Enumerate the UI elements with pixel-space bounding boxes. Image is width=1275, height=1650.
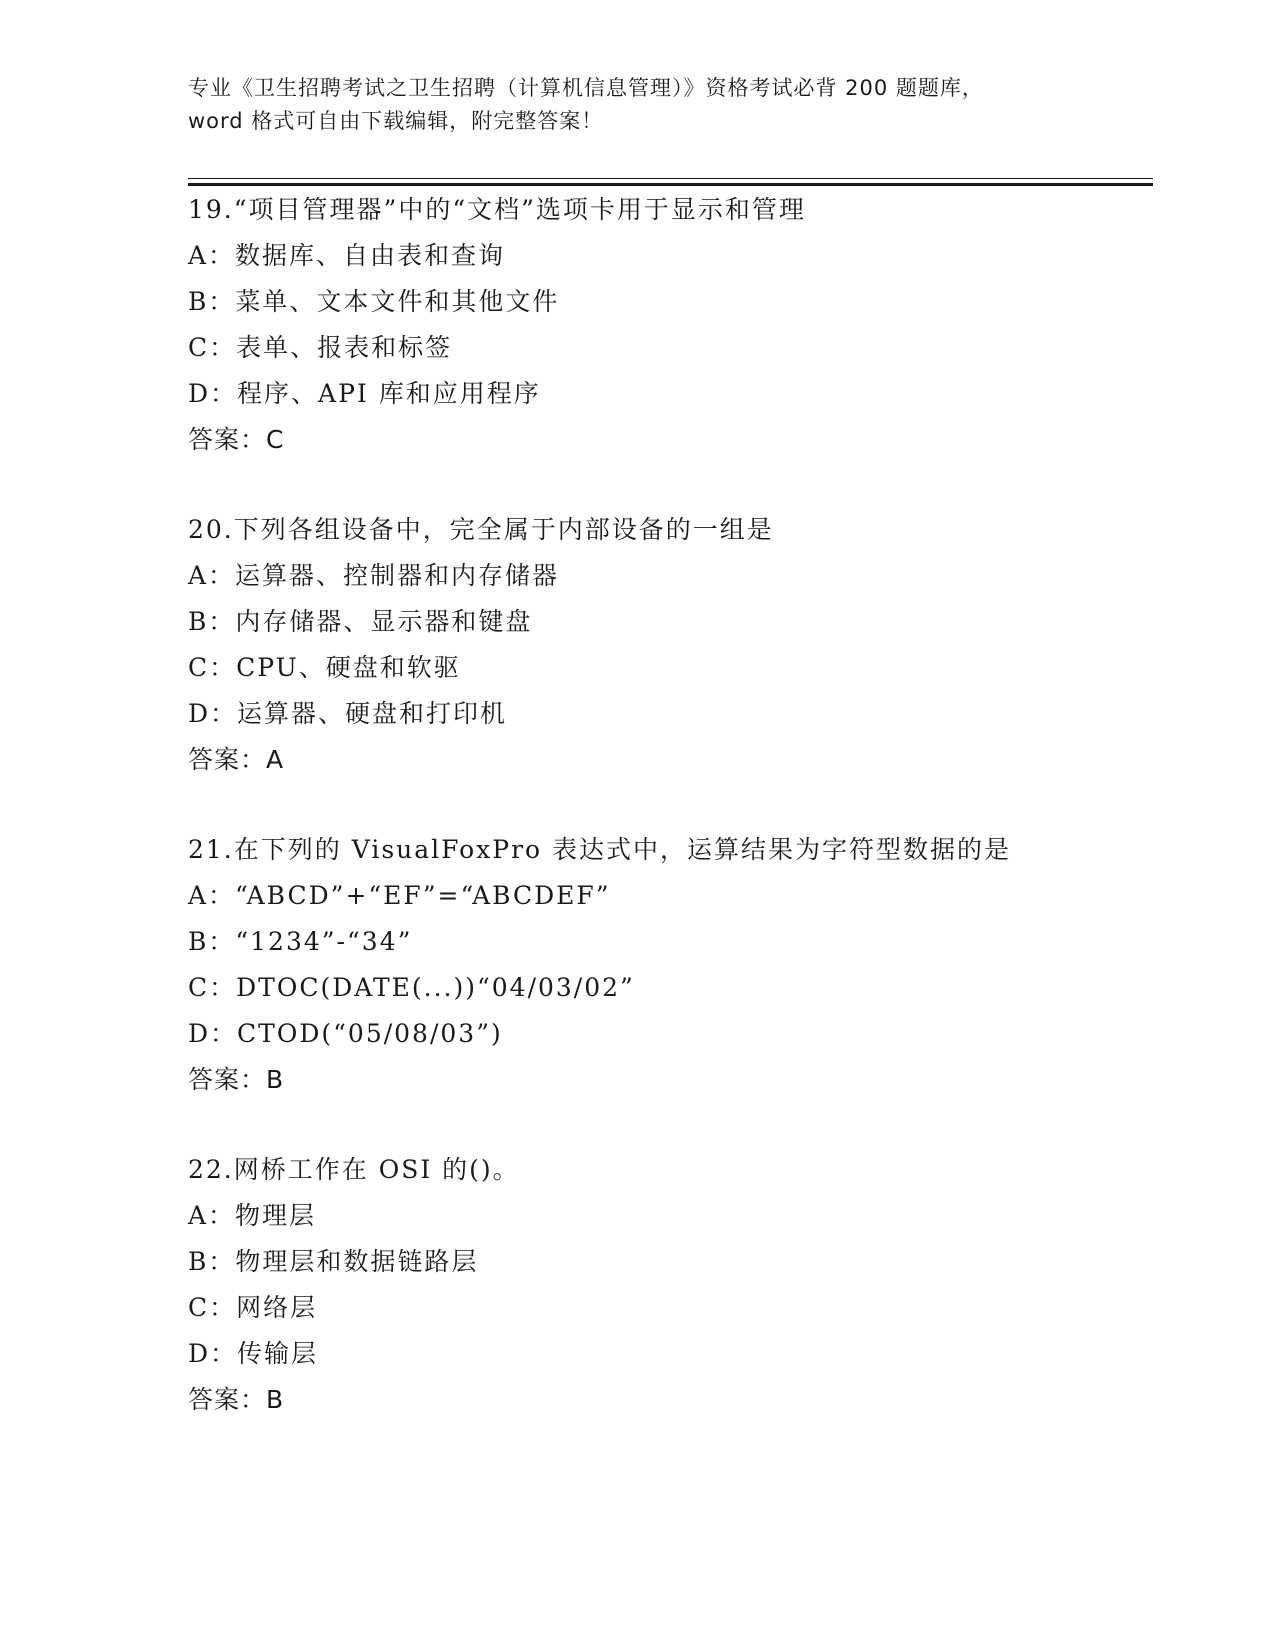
option-a: A：运算器、控制器和内存储器 [188, 561, 560, 590]
question-stem: 22.网桥工作在 OSI 的()。 [188, 1155, 520, 1184]
document-header [188, 72, 1088, 138]
answer: 答案：B [188, 1065, 285, 1094]
question-19 [188, 187, 1148, 463]
option-c: C：表单、报表和标签 [188, 333, 453, 362]
option-a: A：物理层 [188, 1201, 317, 1230]
question-stem: 19.“项目管理器”中的“文档”选项卡用于显示和管理 [188, 195, 806, 224]
question-21 [188, 827, 1148, 1103]
option-a: A：“ABCD”+“EF”=“ABCDEF” [188, 881, 611, 910]
option-a: A：数据库、自由表和查询 [188, 241, 506, 270]
option-d: D：传输层 [188, 1339, 319, 1368]
question-list [188, 187, 1148, 1467]
question-22 [188, 1147, 1148, 1423]
question-stem: 21.在下列的 VisualFoxPro 表达式中，运算结果为字符型数据的是 [188, 835, 1012, 864]
option-d: D：CTOD(“05/08/03”) [188, 1019, 503, 1048]
header-divider-thin [188, 178, 1153, 179]
option-c: C：DTOC(DATE(...))“04/03/02” [188, 973, 635, 1002]
option-b: B：菜单、文本文件和其他文件 [188, 287, 560, 316]
option-b: B：物理层和数据链路层 [188, 1247, 479, 1276]
header-line-2: word 格式可自由下载编辑，附完整答案！ [188, 109, 604, 133]
question-20 [188, 507, 1148, 783]
option-d: D：运算器、硬盘和打印机 [188, 699, 508, 728]
option-d: D：程序、API 库和应用程序 [188, 379, 541, 408]
header-divider-thick [188, 183, 1153, 186]
option-c: C：CPU、硬盘和软驱 [188, 653, 461, 682]
header-line-1: 专业《卫生招聘考试之卫生招聘（计算机信息管理）》资格考试必背 200 题题库， [188, 76, 984, 100]
answer: 答案：B [188, 1385, 285, 1414]
option-c: C：网络层 [188, 1293, 318, 1322]
question-stem: 20.下列各组设备中，完全属于内部设备的一组是 [188, 515, 774, 544]
option-b: B：内存储器、显示器和键盘 [188, 607, 533, 636]
option-b: B：“1234”-“34” [188, 927, 413, 956]
answer: 答案：C [188, 425, 285, 454]
answer: 答案：A [188, 745, 285, 774]
